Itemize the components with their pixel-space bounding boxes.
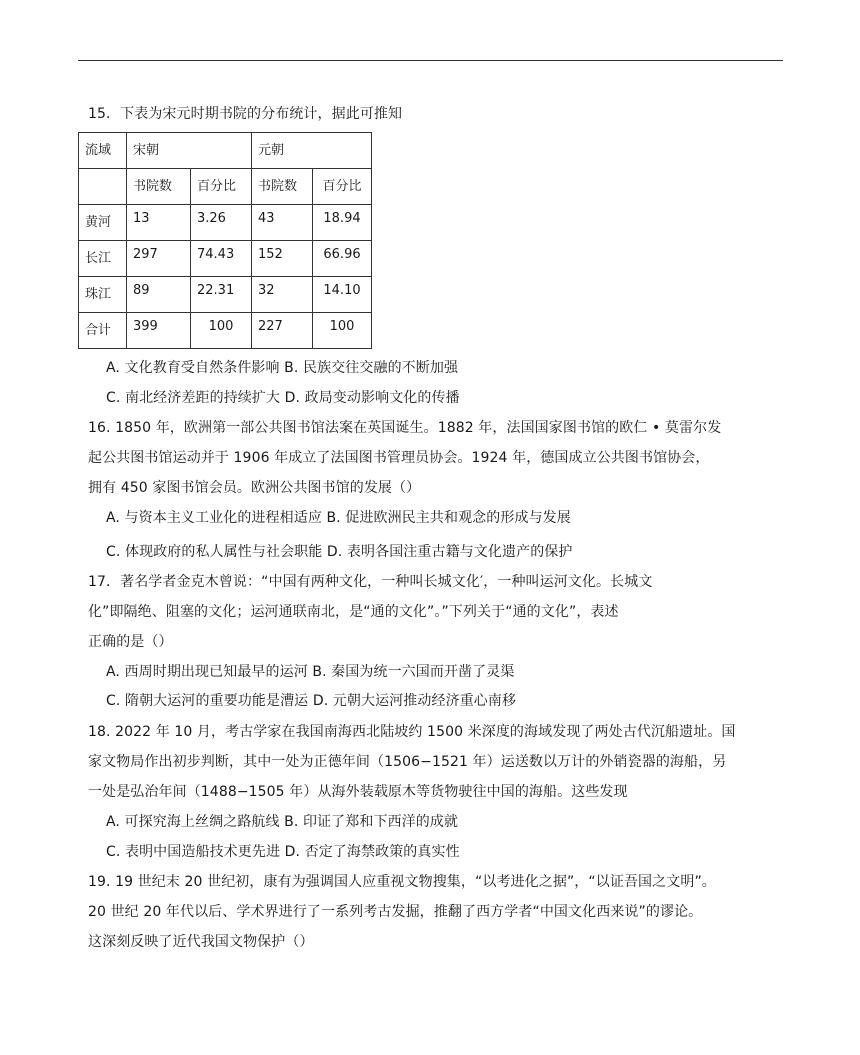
q16-stem-line1: 16. 1850 年，欧洲第一部公共图书馆法案在英国诞生。1882 年，法国国家图书馆的欧仁 • 莫雷尔发 [88,420,722,436]
q16-stem-line3: 拥有 450 家图书馆会员。欧洲公共图书馆的发展（） [88,480,421,496]
cell-yuan-pct: 100 [313,313,372,349]
q18-stem-line1: 18. 2022 年 10 月，考古学家在我国南海西北陆坡约 1500 米深度的海域发现了两处古代沉船遗址。国 [88,724,736,740]
cell-yuan-count: 43 [252,205,313,241]
q17-stem-line3: 正确的是（） [88,634,173,650]
q16-options-ab: A. 与资本主义工业化的进程相适应 B. 促进欧洲民主共和观念的形成与发展 [106,510,571,526]
cell-song-count: 399 [127,313,191,349]
header-song-pct: 百分比 [191,169,252,205]
q15-options-cd: C. 南北经济差距的持续扩大 D. 政局变动影响文化的传播 [106,390,460,406]
cell-song-count: 89 [127,277,191,313]
q17-options-cd: C. 隋朝大运河的重要功能是漕运 D. 元朝大运河推动经济重心南移 [106,693,517,709]
cell-yuan-pct: 14.10 [313,277,372,313]
header-basin: 流域 [79,133,127,169]
q16-options-cd: C. 体现政府的私人属性与社会职能 D. 表明各国注重古籍与文化遗产的保护 [106,544,573,560]
q19-stem-line2: 20 世纪 20 年代以后、学术界进行了一系列考古发掘，推翻了西方学者“中国文化西来说”的谬论。 [88,904,703,920]
header-yuan: 元朝 [252,133,372,169]
header-rule [78,60,783,61]
table-row [79,277,372,313]
q17-stem-line2: 化”即隔绝、阻塞的文化；运河通联南北，是“通的文化”。”下列关于“通的文化”，表述 [88,604,619,620]
q17-options-ab: A. 西周时期出现已知最早的运河 B. 秦国为统一六国而开凿了灵渠 [106,664,515,680]
academy-distribution-table [78,132,372,349]
cell-song-pct: 74.43 [191,241,252,277]
table-row [79,313,372,349]
cell-yuan-count: 32 [252,277,313,313]
header-yuan-pct: 百分比 [313,169,372,205]
table-subheader-row [79,169,372,205]
cell-yuan-pct: 18.94 [313,205,372,241]
cell-basin: 珠江 [79,277,127,313]
header-song: 宋朝 [127,133,252,169]
table-row [79,205,372,241]
header-song-count: 书院数 [127,169,191,205]
cell-song-pct: 100 [191,313,252,349]
q16-stem-line2: 起公共图书馆运动并于 1906 年成立了法国图书管理员协会。1924 年，德国成立公共图书馆协会， [88,450,710,466]
q15-options-ab: A. 文化教育受自然条件影响 B. 民族交往交融的不断加强 [106,360,459,376]
q17-stem-line1: 17．著名学者金克木曾说：“中国有两种文化，一种叫长城文化′，一种叫运河文化。长城文 [88,574,653,590]
header-empty [79,169,127,205]
q18-options-cd: C. 表明中国造船技术更先进 D. 否定了海禁政策的真实性 [106,844,460,860]
q19-stem-line1: 19. 19 世纪末 20 世纪初，康有为强调国人应重视文物搜集，“以考进化之据”，“以证吾国之文明”。 [88,874,716,890]
q19-stem-line3: 这深刻反映了近代我国文物保护（） [88,934,314,950]
q18-stem-line3: 一处是弘治年间（1488−1505 年）从海外装载原木等货物驶往中国的海船。这些发现 [88,784,628,800]
q18-options-ab: A. 可探究海上丝绸之路航线 B. 印证了郑和下西洋的成就 [106,814,459,830]
header-yuan-count: 书院数 [252,169,313,205]
cell-yuan-pct: 66.96 [313,241,372,277]
table-header-row [79,133,372,169]
cell-yuan-count: 152 [252,241,313,277]
table-row [79,241,372,277]
cell-song-pct: 22.31 [191,277,252,313]
cell-basin: 黄河 [79,205,127,241]
cell-basin: 长江 [79,241,127,277]
q15-stem: 15．下表为宋元时期书院的分布统计，据此可推知 [88,106,403,122]
q18-stem-line2: 家文物局作出初步判断，其中一处为正德年间（1506−1521 年）运送数以万计的外销瓷器的海船，另 [88,754,727,770]
cell-song-pct: 3.26 [191,205,252,241]
cell-song-count: 13 [127,205,191,241]
cell-basin: 合计 [79,313,127,349]
cell-yuan-count: 227 [252,313,313,349]
cell-song-count: 297 [127,241,191,277]
